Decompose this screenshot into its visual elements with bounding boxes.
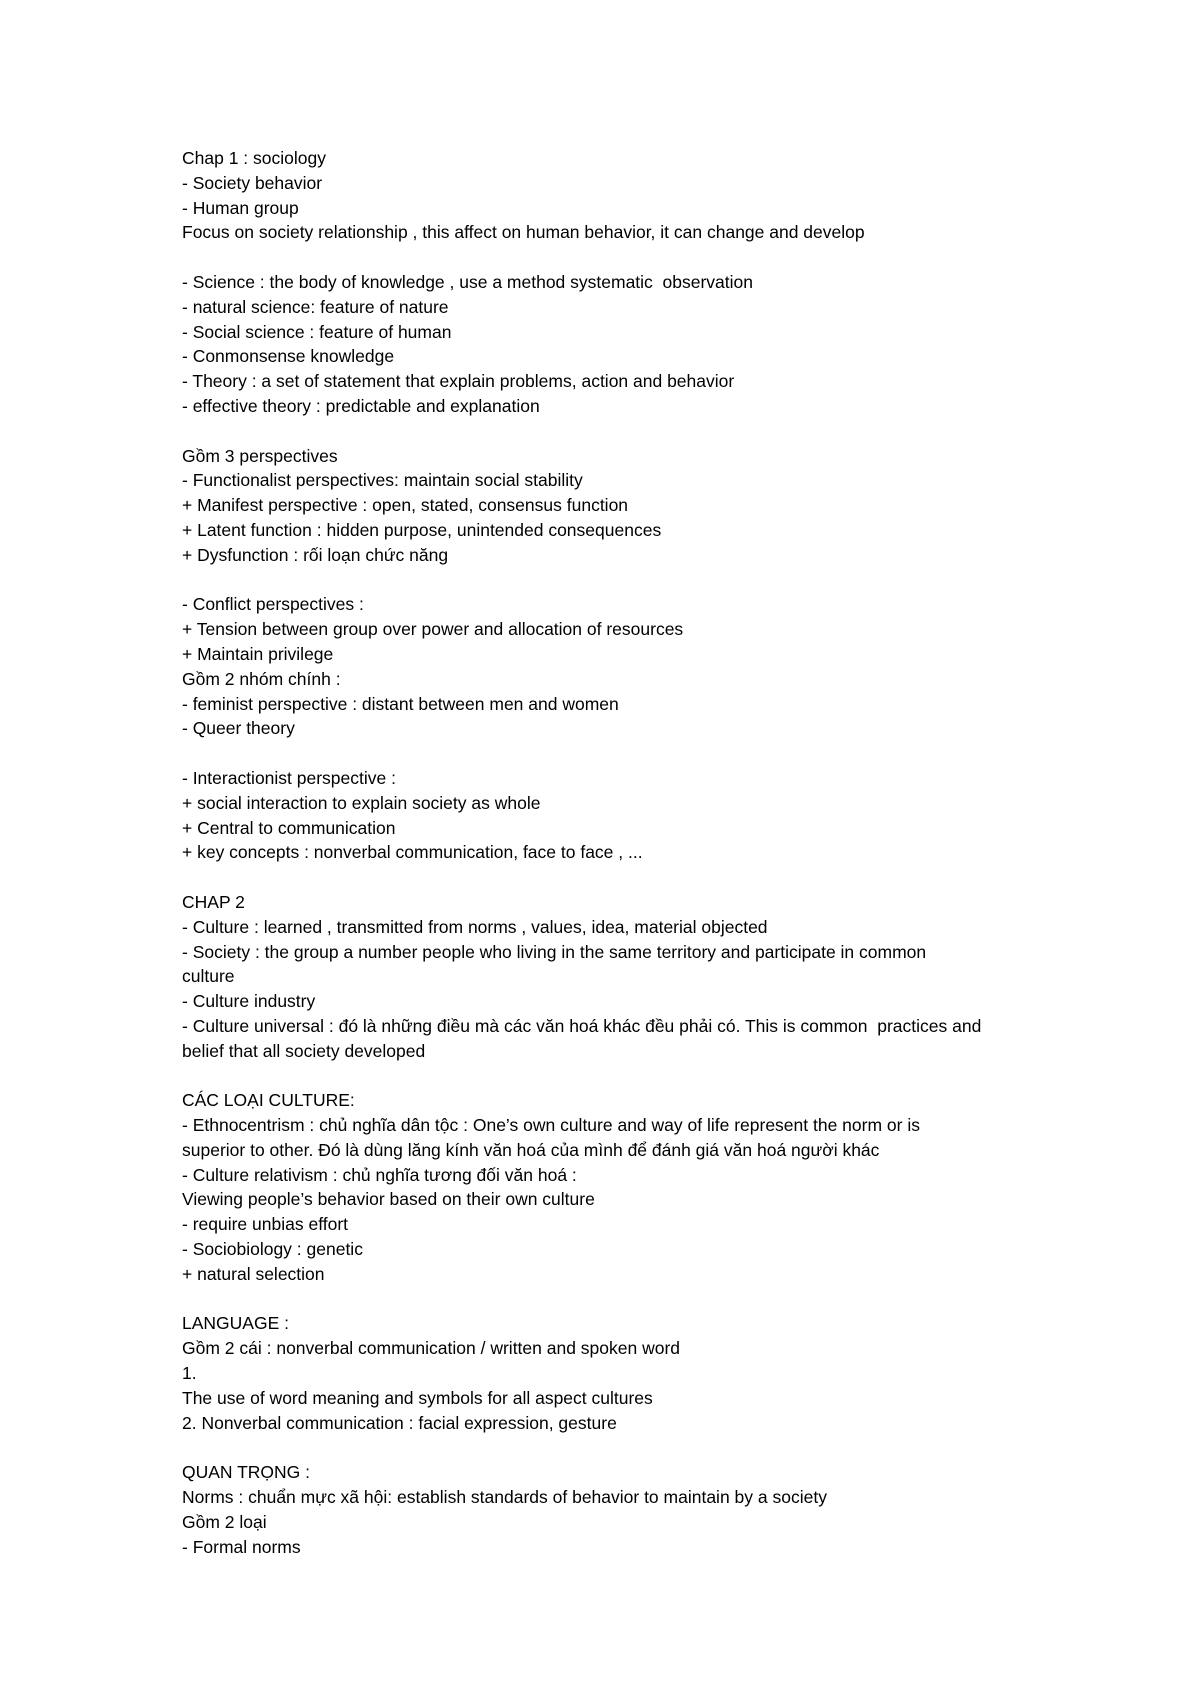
text-line: - Interactionist perspective : xyxy=(182,767,396,788)
text-line: - Ethnocentrism : chủ nghĩa dân tộc : One’s own culture and way of life represent the norm or is xyxy=(182,1115,920,1136)
text-line: Gồm 3 perspectives xyxy=(182,445,338,466)
text-line: - Functionalist perspectives: maintain social stability xyxy=(182,470,583,491)
text-line: + Latent function : hidden purpose, unintended consequences xyxy=(182,519,662,540)
text-line: + Central to communication xyxy=(182,817,396,838)
text-line: + Dysfunction : rối loạn chức năng xyxy=(182,544,449,565)
text-line: superior to other. Đó là dùng lăng kính văn hoá của mình để đánh giá văn hoá người khác xyxy=(182,1139,880,1160)
text-line: - Queer theory xyxy=(182,718,295,739)
blank-line xyxy=(182,245,1042,270)
text-line: - Culture relativism : chủ nghĩa tương đối văn hoá : xyxy=(182,1164,577,1185)
text-line: - Social science : feature of human xyxy=(182,321,452,342)
text-line: - Human group xyxy=(182,197,299,218)
text-line: + natural selection xyxy=(182,1263,325,1284)
text-line: - Science : the body of knowledge , use a method systematic observation xyxy=(182,271,754,292)
text-line: Focus on society relationship , this affect on human behavior, it can change and develop xyxy=(182,222,865,243)
text-line: - Theory : a set of statement that explain problems, action and behavior xyxy=(182,371,735,392)
text-line: - effective theory : predictable and explanation xyxy=(182,395,540,416)
text-line: The use of word meaning and symbols for all aspect cultures xyxy=(182,1387,653,1408)
text-line: + Tension between group over power and allocation of resources xyxy=(182,619,684,640)
text-line: Gồm 2 loại xyxy=(182,1511,267,1532)
text-line: - Culture universal : đó là những điều mà các văn hoá khác đều phải có. This is common practices and xyxy=(182,1015,982,1036)
text-line: - Formal norms xyxy=(182,1536,301,1557)
text-line: + key concepts : nonverbal communication, face to face , ... xyxy=(182,842,643,863)
text-line: - Society : the group a number people who living in the same territory and participate in common xyxy=(182,941,927,962)
text-line: - Society behavior xyxy=(182,172,323,193)
blank-line xyxy=(182,1287,1042,1312)
text-line: - Sociobiology : genetic xyxy=(182,1239,363,1260)
text-line: - Conflict perspectives : xyxy=(182,594,364,615)
text-line: Viewing people’s behavior based on their own culture xyxy=(182,1189,595,1210)
text-line: - feminist perspective : distant between men and women xyxy=(182,693,619,714)
blank-line xyxy=(182,1435,1042,1460)
text-line: - Culture : learned , transmitted from norms , values, idea, material objected xyxy=(182,916,768,937)
blank-line xyxy=(182,568,1042,593)
blank-line xyxy=(182,419,1042,444)
text-line: 1. xyxy=(182,1363,197,1384)
text-line: QUAN TRỌNG : xyxy=(182,1462,311,1483)
text-line: - require unbias effort xyxy=(182,1214,349,1235)
blank-line xyxy=(182,1063,1042,1088)
text-line: CHAP 2 xyxy=(182,891,245,912)
document-body xyxy=(182,146,1042,1559)
text-line: culture xyxy=(182,966,235,987)
text-line: + social interaction to explain society as whole xyxy=(182,792,541,813)
text-line: 2. Nonverbal communication : facial expression, gesture xyxy=(182,1412,617,1433)
blank-line xyxy=(182,741,1042,766)
text-line: Gồm 2 cái : nonverbal communication / written and spoken word xyxy=(182,1338,681,1359)
text-line: - Culture industry xyxy=(182,991,316,1012)
text-line: CÁC LOẠI CULTURE: xyxy=(182,1090,355,1111)
text-line: Norms : chuẩn mực xã hội: establish standards of behavior to maintain by a society xyxy=(182,1487,827,1508)
blank-line xyxy=(182,865,1042,890)
text-line: + Maintain privilege xyxy=(182,643,334,664)
text-line: Chap 1 : sociology xyxy=(182,148,326,168)
text-line: + Manifest perspective : open, stated, consensus function xyxy=(182,495,629,516)
text-line: - natural science: feature of nature xyxy=(182,296,449,317)
text-line: belief that all society developed xyxy=(182,1040,426,1061)
text-line: - Conmonsense knowledge xyxy=(182,346,395,367)
text-line: Gồm 2 nhóm chính : xyxy=(182,668,341,689)
text-line: LANGUAGE : xyxy=(182,1313,289,1334)
